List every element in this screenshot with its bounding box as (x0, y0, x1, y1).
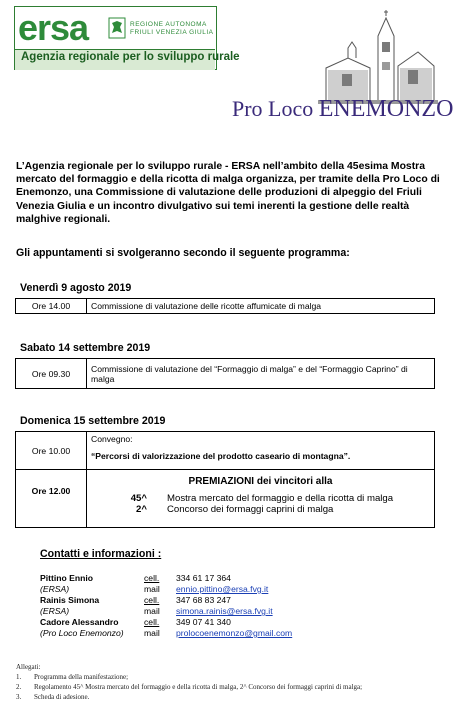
table-row (16, 432, 435, 470)
cell-number: 334 61 17 364 (176, 573, 231, 583)
description-cell (87, 432, 435, 470)
attachment-text: Scheda di adesione. (34, 693, 90, 701)
cell-label: cell. (144, 595, 160, 605)
list-item (16, 682, 362, 692)
table-row (16, 359, 435, 389)
attachments (16, 662, 362, 702)
date-heading-day-1: Venerdì 9 agosto 2019 (20, 282, 132, 294)
cell-number: 347 68 83 247 (176, 595, 231, 605)
mail-label: mail (144, 628, 160, 638)
contact-entry-3 (40, 617, 293, 639)
schedule-table-day-3 (15, 431, 435, 528)
table-row (16, 470, 435, 528)
email-link[interactable]: ennio.pittino@ersa.fvg.it (176, 584, 269, 594)
contact-name: Pittino Ennio (40, 573, 93, 583)
contact-name: Cadore Alessandro (40, 617, 119, 627)
attachment-text: Programma della manifestazione; (34, 673, 129, 681)
table-row (16, 299, 435, 314)
contact-org: (ERSA) (40, 606, 70, 616)
ersa-logo (14, 6, 240, 70)
award-text: Mostra mercato del formaggio e della ricotta di malga (167, 493, 394, 504)
contact-org: (Pro Loco Enemonzo) (40, 628, 124, 638)
description-cell: Commissione di valutazione delle ricotte affumicate di malga (87, 299, 435, 314)
church-illustration-icon (318, 8, 438, 108)
contact-entry-1 (40, 573, 269, 595)
contact-entry-2 (40, 595, 273, 617)
time-cell: Ore 14.00 (16, 299, 87, 314)
award-text: Concorso dei formaggi caprini di malga (167, 504, 334, 515)
contact-org: (ERSA) (40, 584, 70, 594)
date-heading-day-3: Domenica 15 settembre 2019 (20, 415, 166, 427)
attachment-number: 3. (16, 693, 22, 701)
ersa-tagline: Agenzia regionale per lo sviluppo rurale (21, 51, 240, 63)
ersa-brand-text: ersa (18, 7, 89, 48)
attachment-number: 1. (16, 673, 22, 681)
award-number: 2^ (136, 504, 147, 515)
attachment-text: Regolamento 45^ Mostra mercato del formaggio e della ricotta di malga, 2^ Concorso dei formaggi caprini di malga; (34, 683, 363, 691)
region-name (130, 21, 213, 37)
cell-number: 349 07 41 340 (176, 617, 231, 627)
list-item (105, 504, 430, 515)
email-link[interactable]: simona.rainis@ersa.fvg.it (176, 606, 273, 616)
list-item (105, 493, 430, 504)
list-item (16, 672, 362, 682)
contacts-heading: Contatti e informazioni : (40, 548, 162, 560)
attachments-label: Allegati: (16, 663, 41, 671)
cell-label: cell. (144, 573, 160, 583)
description-cell: Commissione di valutazione del “Formaggio di malga” e del “Formaggio Caprino” di malga (87, 359, 435, 389)
proloco-title (232, 96, 453, 123)
time-cell: Ore 12.00 (16, 470, 87, 528)
contact-name: Rainis Simona (40, 595, 100, 605)
schedule-intro: Gli appuntamenti si svolgeranno secondo il seguente programma: (16, 247, 350, 259)
mail-label: mail (144, 584, 160, 594)
convegno-title: “Percorsi di valorizzazione del prodotto caseario di montagna”. (91, 451, 351, 461)
schedule-table-day-1 (15, 298, 435, 314)
proloco-name: ENEMONZO (318, 96, 454, 122)
list-item (16, 692, 362, 702)
mail-label: mail (144, 606, 160, 616)
schedule-table-day-2 (15, 358, 435, 389)
time-cell: Ore 09.30 (16, 359, 87, 389)
description-cell (87, 470, 435, 528)
premiazioni-title: PREMIAZIONI dei vincitori alla (188, 476, 333, 487)
cell-label: cell. (144, 617, 160, 627)
region-emblem-icon (108, 17, 126, 39)
convegno-label: Convegno: (91, 434, 133, 444)
attachment-number: 2. (16, 683, 22, 691)
award-number: 45^ (130, 493, 147, 504)
region-line-1: REGIONE AUTONOMA (130, 21, 207, 28)
region-line-2: FRIULI VENEZIA GIULIA (130, 29, 214, 36)
intro-paragraph: L’Agenzia regionale per lo sviluppo rurale - ERSA nell’ambito della 45esima Mostra mercato del formaggio e della ricotta di malga organizza, per tramite della Pro Loco di Enemonzo, una Commissione di valutazione delle produzioni di alpeggio del Friuli Venezia Giulia e un incontro divulgativo sui temi inerenti la gestione delle realtà malghive regionali. (16, 161, 440, 225)
time-cell: Ore 10.00 (16, 432, 87, 470)
proloco-prefix: Pro Loco (232, 96, 314, 121)
date-heading-day-2: Sabato 14 settembre 2019 (20, 342, 151, 354)
email-link[interactable]: prolocoenemonzo@gmail.com (176, 628, 293, 638)
